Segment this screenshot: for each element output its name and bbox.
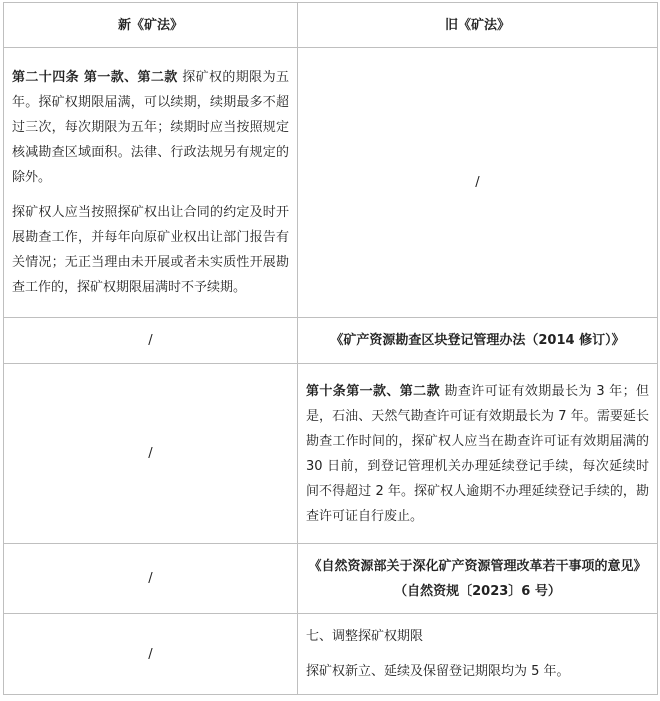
article-paragraph [306,379,649,529]
table-row [4,614,658,695]
table-row [4,544,658,614]
header-new-law: 新《矿法》 [4,3,298,48]
regulation-title [298,544,658,614]
article-ref: 第二十四条 第一款、第二款 [12,70,178,85]
old-law-cell [298,614,658,695]
header-row [4,3,658,48]
old-law-cell [298,364,658,544]
regulation-title-line: 《自然资源部关于深化矿产资源管理改革若干事项的意见》 [308,558,647,574]
new-law-cell: / [4,318,298,364]
table-row [4,364,658,544]
table-row [4,318,658,364]
new-law-cell: / [4,544,298,614]
article-paragraph [12,65,289,190]
article-ref: 第十条第一款、第二款 [306,383,440,399]
article-text: 探矿权的期限为五年。探矿权期限届满，可以续期，续期最多不超过三次，每次期限为五年；续期时应当按照规定核减勘查区域面积。法律、行政法规另有规定的除外。 [12,70,289,185]
new-law-cell: / [4,364,298,544]
new-law-cell: / [4,614,298,695]
new-law-cell [4,48,298,318]
comparison-table [3,2,658,695]
old-law-cell: / [298,48,658,318]
regulation-title: 《矿产资源勘查区块登记管理办法（2014 修订）》 [298,318,658,364]
table-row [4,48,658,318]
article-paragraph: 探矿权人应当按照探矿权出让合同的约定及时开展勘查工作，并每年向原矿业权出让部门报告有关情况；无正当理由未开展或者未实质性开展勘查工作的，探矿权期限届满时不予续期。 [12,205,289,295]
article-paragraph: 探矿权新立、延续及保留登记期限均为 5 年。 [306,664,570,679]
section-heading: 七、调整探矿权期限 [306,629,424,644]
regulation-doc-number: （自然资规〔2023〕6 号） [394,583,561,599]
article-text: 勘查许可证有效期最长为 3 年；但是，石油、天然气勘查许可证有效期最长为 7 年。需要延长勘查工作时间的，探矿权人应当在勘查许可证有效期届满的 30 日前，到登记管理机关办理延续登记手续，每次延续时间不得超过 2 年。探矿权人逾期不办理延续登记手续的，勘查许可证自行废止。 [306,383,649,524]
header-old-law: 旧《矿法》 [298,3,658,48]
